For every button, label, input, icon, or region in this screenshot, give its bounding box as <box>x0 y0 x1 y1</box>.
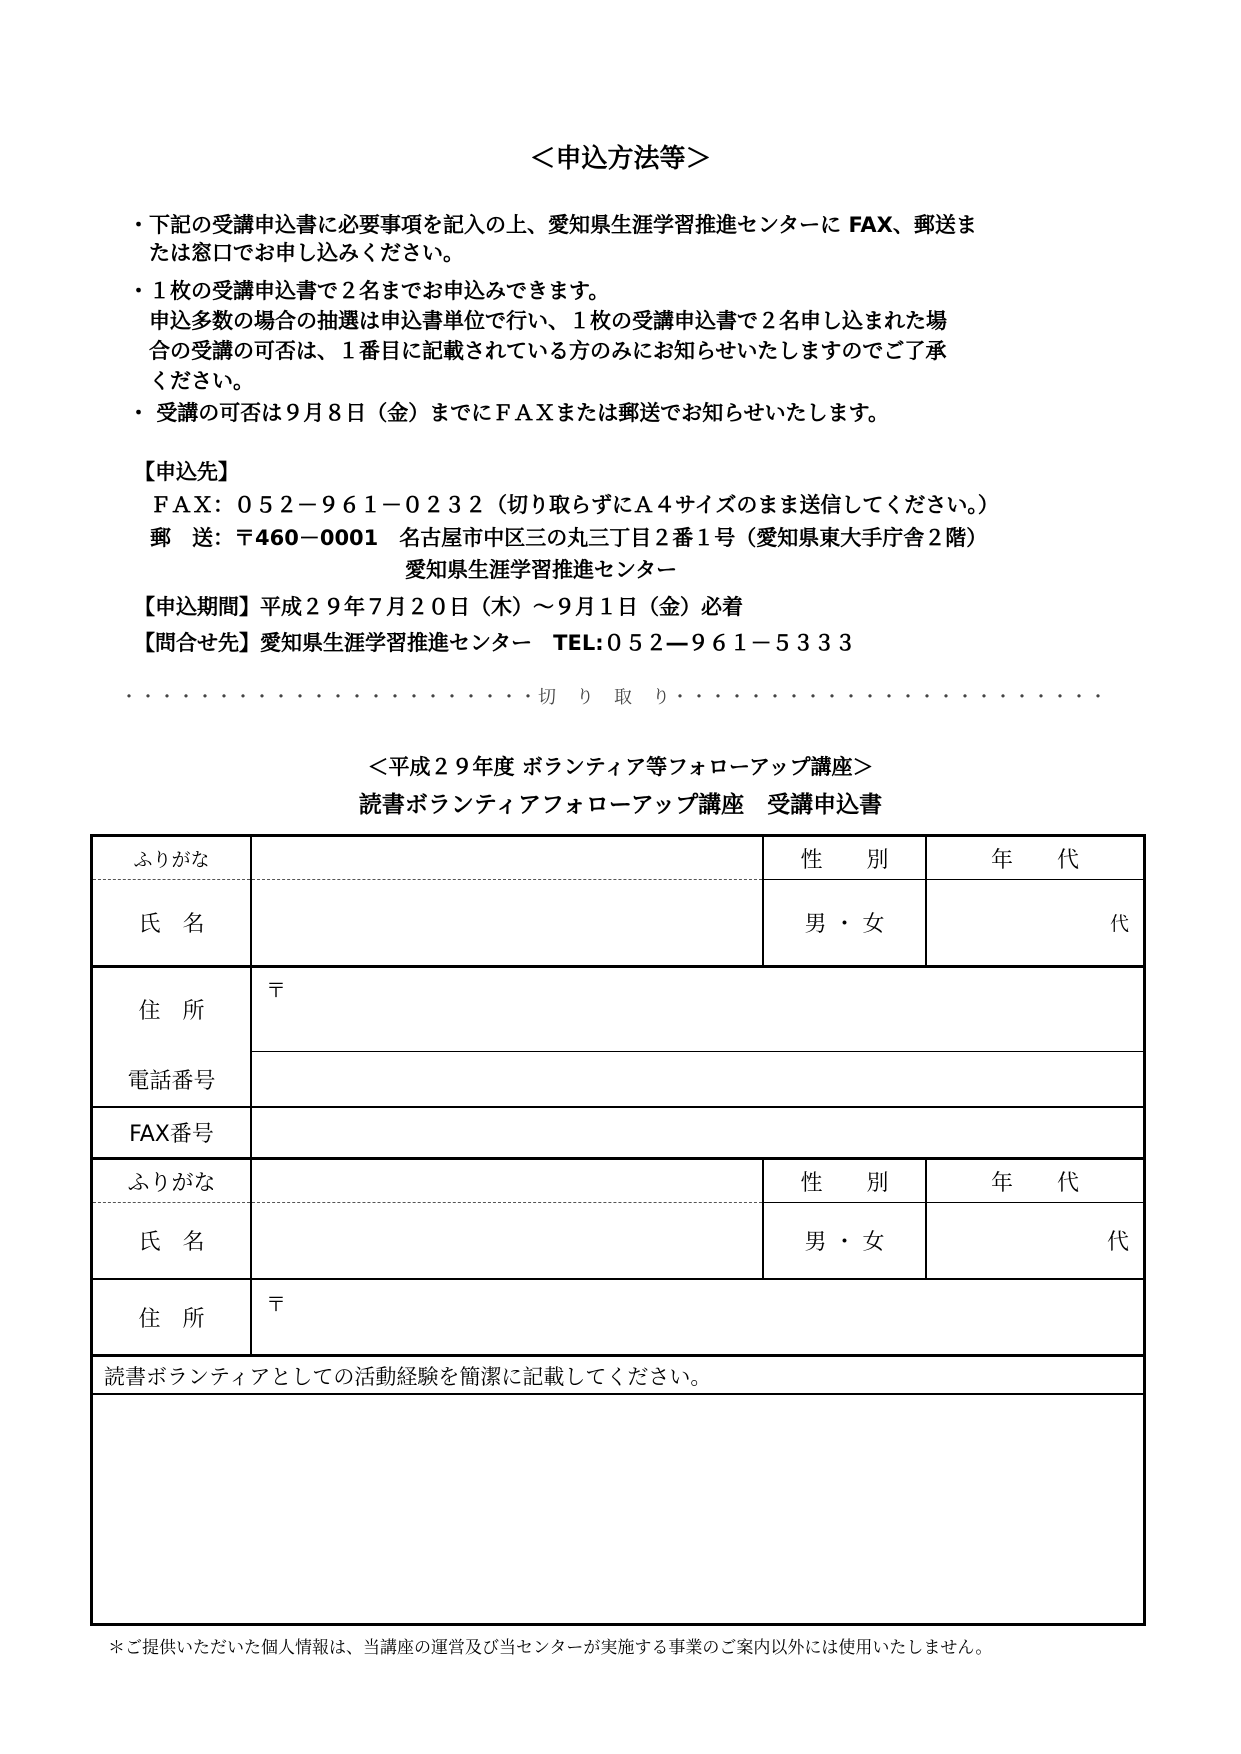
gender-header: 性 別 <box>800 847 889 873</box>
page-title: ＜申込方法等＞ <box>529 144 712 174</box>
gender-options-2[interactable]: 男 ・ 女 <box>804 1230 885 1255</box>
address-field-2[interactable] <box>252 1312 1143 1354</box>
address-field-1[interactable] <box>252 1000 1143 1051</box>
instruction-line: ください。 <box>128 369 254 393</box>
privacy-note: ＊ご提供いただいた個人情報は、当講座の運営及び当センターが実施する事業のご案内以外には使用いたしません。 <box>108 1638 993 1658</box>
fax-label: FAX番号 <box>129 1122 214 1147</box>
contact-mail: 郵 送：〒460－0001 名古屋市中区三の丸三丁目２番１号（愛知県東大手庁舎２階） <box>150 526 988 550</box>
furigana-field-1[interactable] <box>252 837 762 879</box>
instruction-line: ・１枚の受講申込書で２名までお申込みできます。 <box>128 279 610 303</box>
furigana-field-2[interactable] <box>252 1160 762 1202</box>
age-header: 年 代 <box>990 1170 1079 1196</box>
application-period: 【申込期間】平成２９年７月２０日（木）～９月１日（金）必着 <box>134 595 743 619</box>
address-label: 住 所 <box>138 999 205 1024</box>
name-field-2[interactable] <box>252 1203 762 1278</box>
experience-field[interactable] <box>93 1395 1143 1623</box>
instruction-line: ・ 受講の可否は９月８日（金）までにＦＡＸまたは郵送でお知らせいたします。 <box>128 401 889 425</box>
contact-organization: 愛知県生涯学習推進センター <box>405 558 678 582</box>
age-header: 年 代 <box>990 847 1079 873</box>
phone-field[interactable] <box>252 1052 1143 1106</box>
furigana-label: ふりがな <box>127 1170 216 1196</box>
name-field-1[interactable] <box>252 880 762 965</box>
contact-fax: ＦＡＸ：０５２－９６１－０２３２（切り取らずにＡ４サイズのまま送信してください。） <box>150 493 999 517</box>
instruction-line: 申込多数の場合の抽選は申込書単位で行い、１枚の受講申込書で２名申し込まれた場 <box>128 309 947 333</box>
postal-mark: 〒 <box>266 978 286 1002</box>
address-label: 住 所 <box>138 1306 205 1332</box>
name-label: 氏 名 <box>138 1230 205 1255</box>
furigana-label: ふりがな <box>133 848 210 871</box>
form-subtitle: ＜平成２９年度 ボランティア等フォローアップ講座＞ <box>367 755 874 779</box>
form-title: 読書ボランティアフォローアップ講座 受講申込書 <box>358 792 883 818</box>
experience-prompt: 読書ボランティアとしての活動経験を簡潔に記載してください。 <box>104 1365 712 1389</box>
instruction-line: 合の受講の可否は、１番目に記載されている方のみにお知らせいたしますのでご了承 <box>128 339 947 363</box>
fax-field[interactable] <box>252 1108 1143 1157</box>
phone-label: 電話番号 <box>127 1068 216 1094</box>
instruction-line: たは窓口でお申し込みください。 <box>128 241 464 265</box>
name-label: 氏 名 <box>138 912 205 937</box>
instruction-line: ・下記の受講申込書に必要事項を記入の上、愛知県生涯学習推進センターに FAX、郵送ま <box>128 213 977 237</box>
postal-mark: 〒 <box>266 1292 286 1316</box>
gender-header: 性 別 <box>800 1170 889 1196</box>
age-field-1[interactable]: 代 <box>1109 913 1129 935</box>
cut-line: ・・・・・・・・・・・・・・・・・・・・・・切 り 取 り・・・・・・・・・・・・・・・・・・・・・・・ <box>120 687 1108 708</box>
age-field-2[interactable]: 代 <box>1106 1230 1129 1255</box>
gender-options-1[interactable]: 男 ・ 女 <box>804 912 885 937</box>
inquiry-contact: 【問合せ先】愛知県生涯学習推進センター TEL:０５２―９６１－５３３３ <box>134 631 856 655</box>
contact-heading: 【申込先】 <box>134 460 239 484</box>
